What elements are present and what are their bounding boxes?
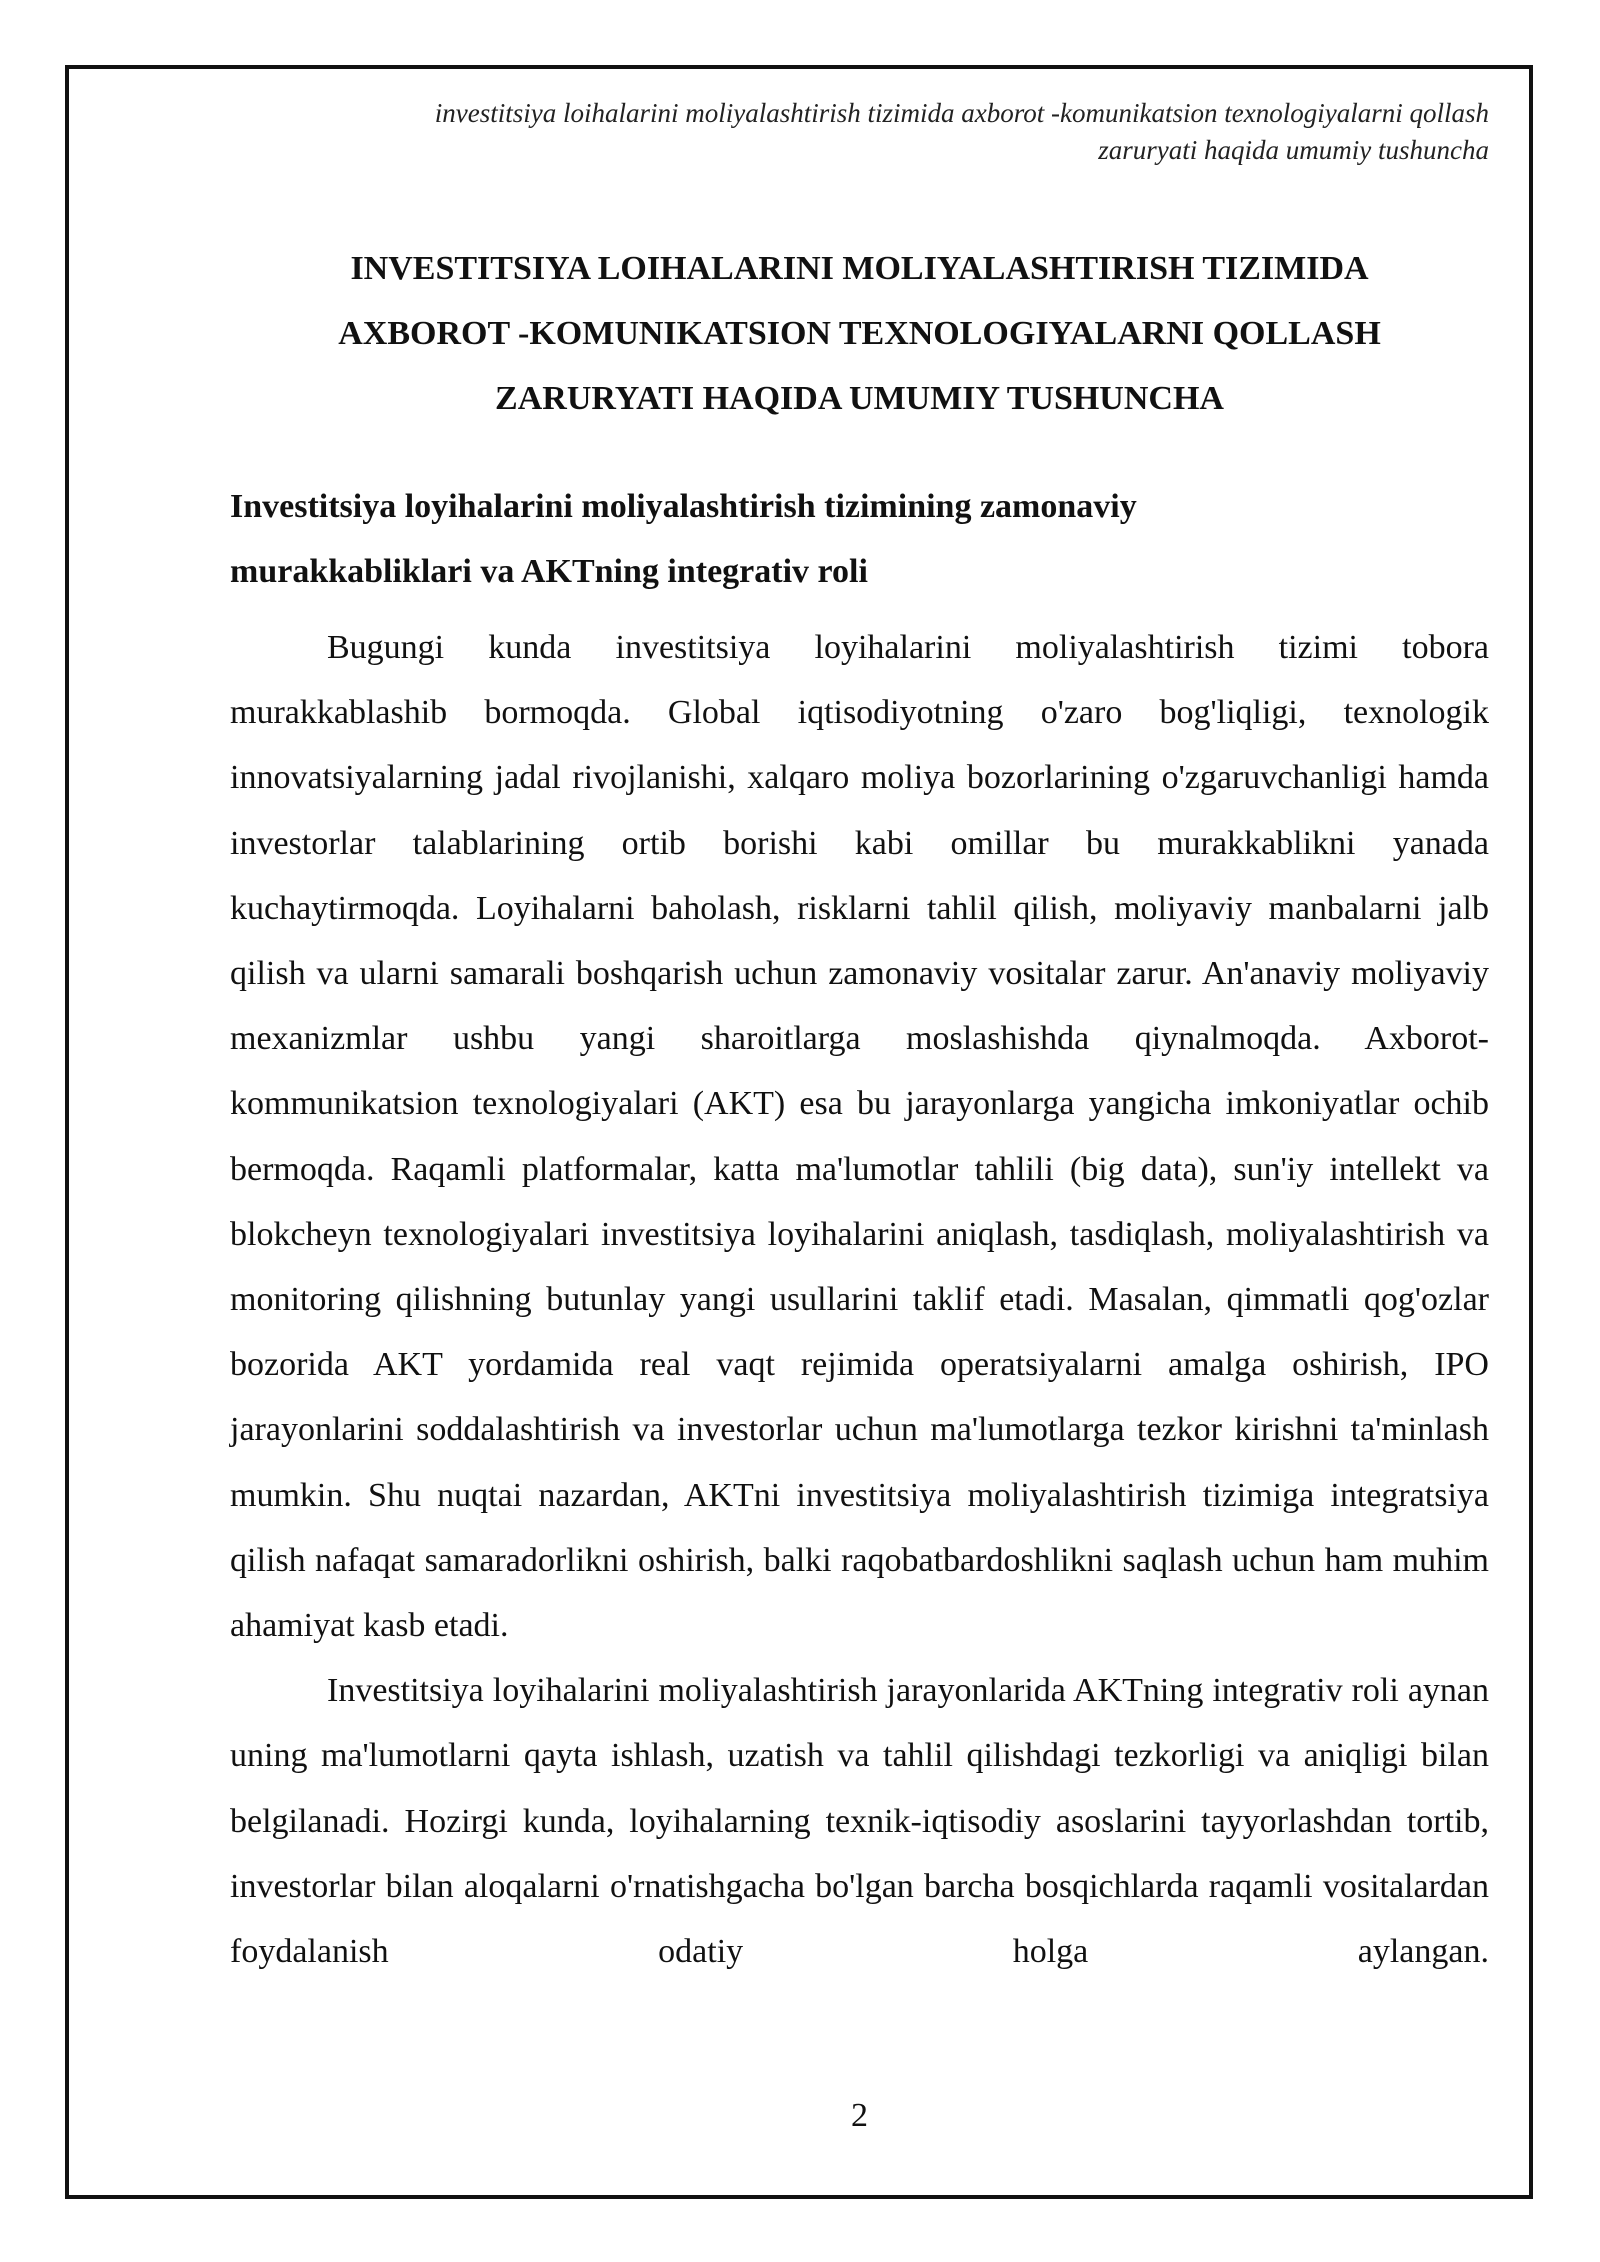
section-heading [230, 474, 1489, 604]
document-title-line-3: ZARURYATI HAQIDA UMUMIY TUSHUNCHA [495, 380, 1224, 417]
document-title-line-2: AXBOROT -KOMUNIKATSION TEXNOLOGIYALARNI QOLLASH [338, 315, 1381, 352]
page-number: 2 [851, 2097, 868, 2134]
running-header [230, 95, 1489, 169]
section-heading-line-2: murakkabliklari va AKTning integrativ roli [230, 553, 868, 590]
running-header-line-1: investitsiya loihalarini moliyalashtirish tizimida axborot -komunikatsion texnologiyalarni qollash [434, 98, 1489, 128]
paragraph-1: Bugungi kunda investitsiya loyihalarini moliyalashtirish tizimi tobora murakkablashib bormoqda. Global iqtisodiyotning o'zaro bog'liqligi, texnologik innovatsiyalarning jadal rivojlanishi, xalqaro moliya bozorlarining o'zgaruvchanligi hamda investorlar talablarining ortib borishi kabi omillar bu murakkablikni yanada kuchaytirmoqda. Loyihalarni baholash, risklarni tahlil qilish, moliyaviy manbalarni jalb qilish va ularni samarali boshqarish uchun zamonaviy vositalar zarur. An'anaviy moliyaviy mexanizmlar ushbu yangi sharoitlarga moslashishda qiynalmoqda. Axborot-kommunikatsion texnologiyalari (AKT) esa bu jarayonlarga yangicha imkoniyatlar ochib bermoqda. Raqamli platformalar, katta ma'lumotlar tahlili (big data), sun'iy intellekt va blokcheyn texnologiyalari investitsiya loyihalarini aniqlash, tasdiqlash, moliyalashtirish va monitoring qilishning butunlay yangi usullarini taklif etadi. Masalan, qimmatli qog'ozlar bozorida AKT yordamida real vaqt rejimida operatsiyalarni amalga oshirish, IPO jarayonlarini soddalashtirish va investorlar uchun ma'lumotlarga tezkor kirishni ta'minlash mumkin. Shu nuqtai nazardan, AKTni investitsiya moliyalashtirish tizimiga integratsiya qilish nafaqat samaradorlikni oshirish, balki raqobatbardoshlikni saqlash uchun ham muhim ahamiyat kasb etadi. [230, 629, 1489, 1645]
document-title [230, 236, 1489, 431]
running-header-line-2: zaruryati haqida umumiy tushuncha [1098, 135, 1489, 165]
section-heading-line-1: Investitsiya loyihalarini moliyalashtirish tizimining zamonaviy [230, 488, 1137, 525]
paragraph-2: Investitsiya loyihalarini moliyalashtirish jarayonlarida AKTning integrativ roli aynan uning ma'lumotlarni qayta ishlash, uzatish va tahlil qilishdagi tezkorligi va aniqligi bilan belgilanadi. Hozirgi kunda, loyihalarning texnik-iqtisodiy asoslarini tayyorlashdan tortib, investorlar bilan aloqalarni o'rnatishgacha bo'lgan barcha bosqichlarda raqamli vositalardan foydalanish odatiy holga aylangan. [230, 1672, 1489, 1971]
body-text [230, 615, 1489, 1984]
document-title-line-1: INVESTITSIYA LOIHALARINI MOLIYALASHTIRISH TIZIMIDA [350, 250, 1369, 287]
